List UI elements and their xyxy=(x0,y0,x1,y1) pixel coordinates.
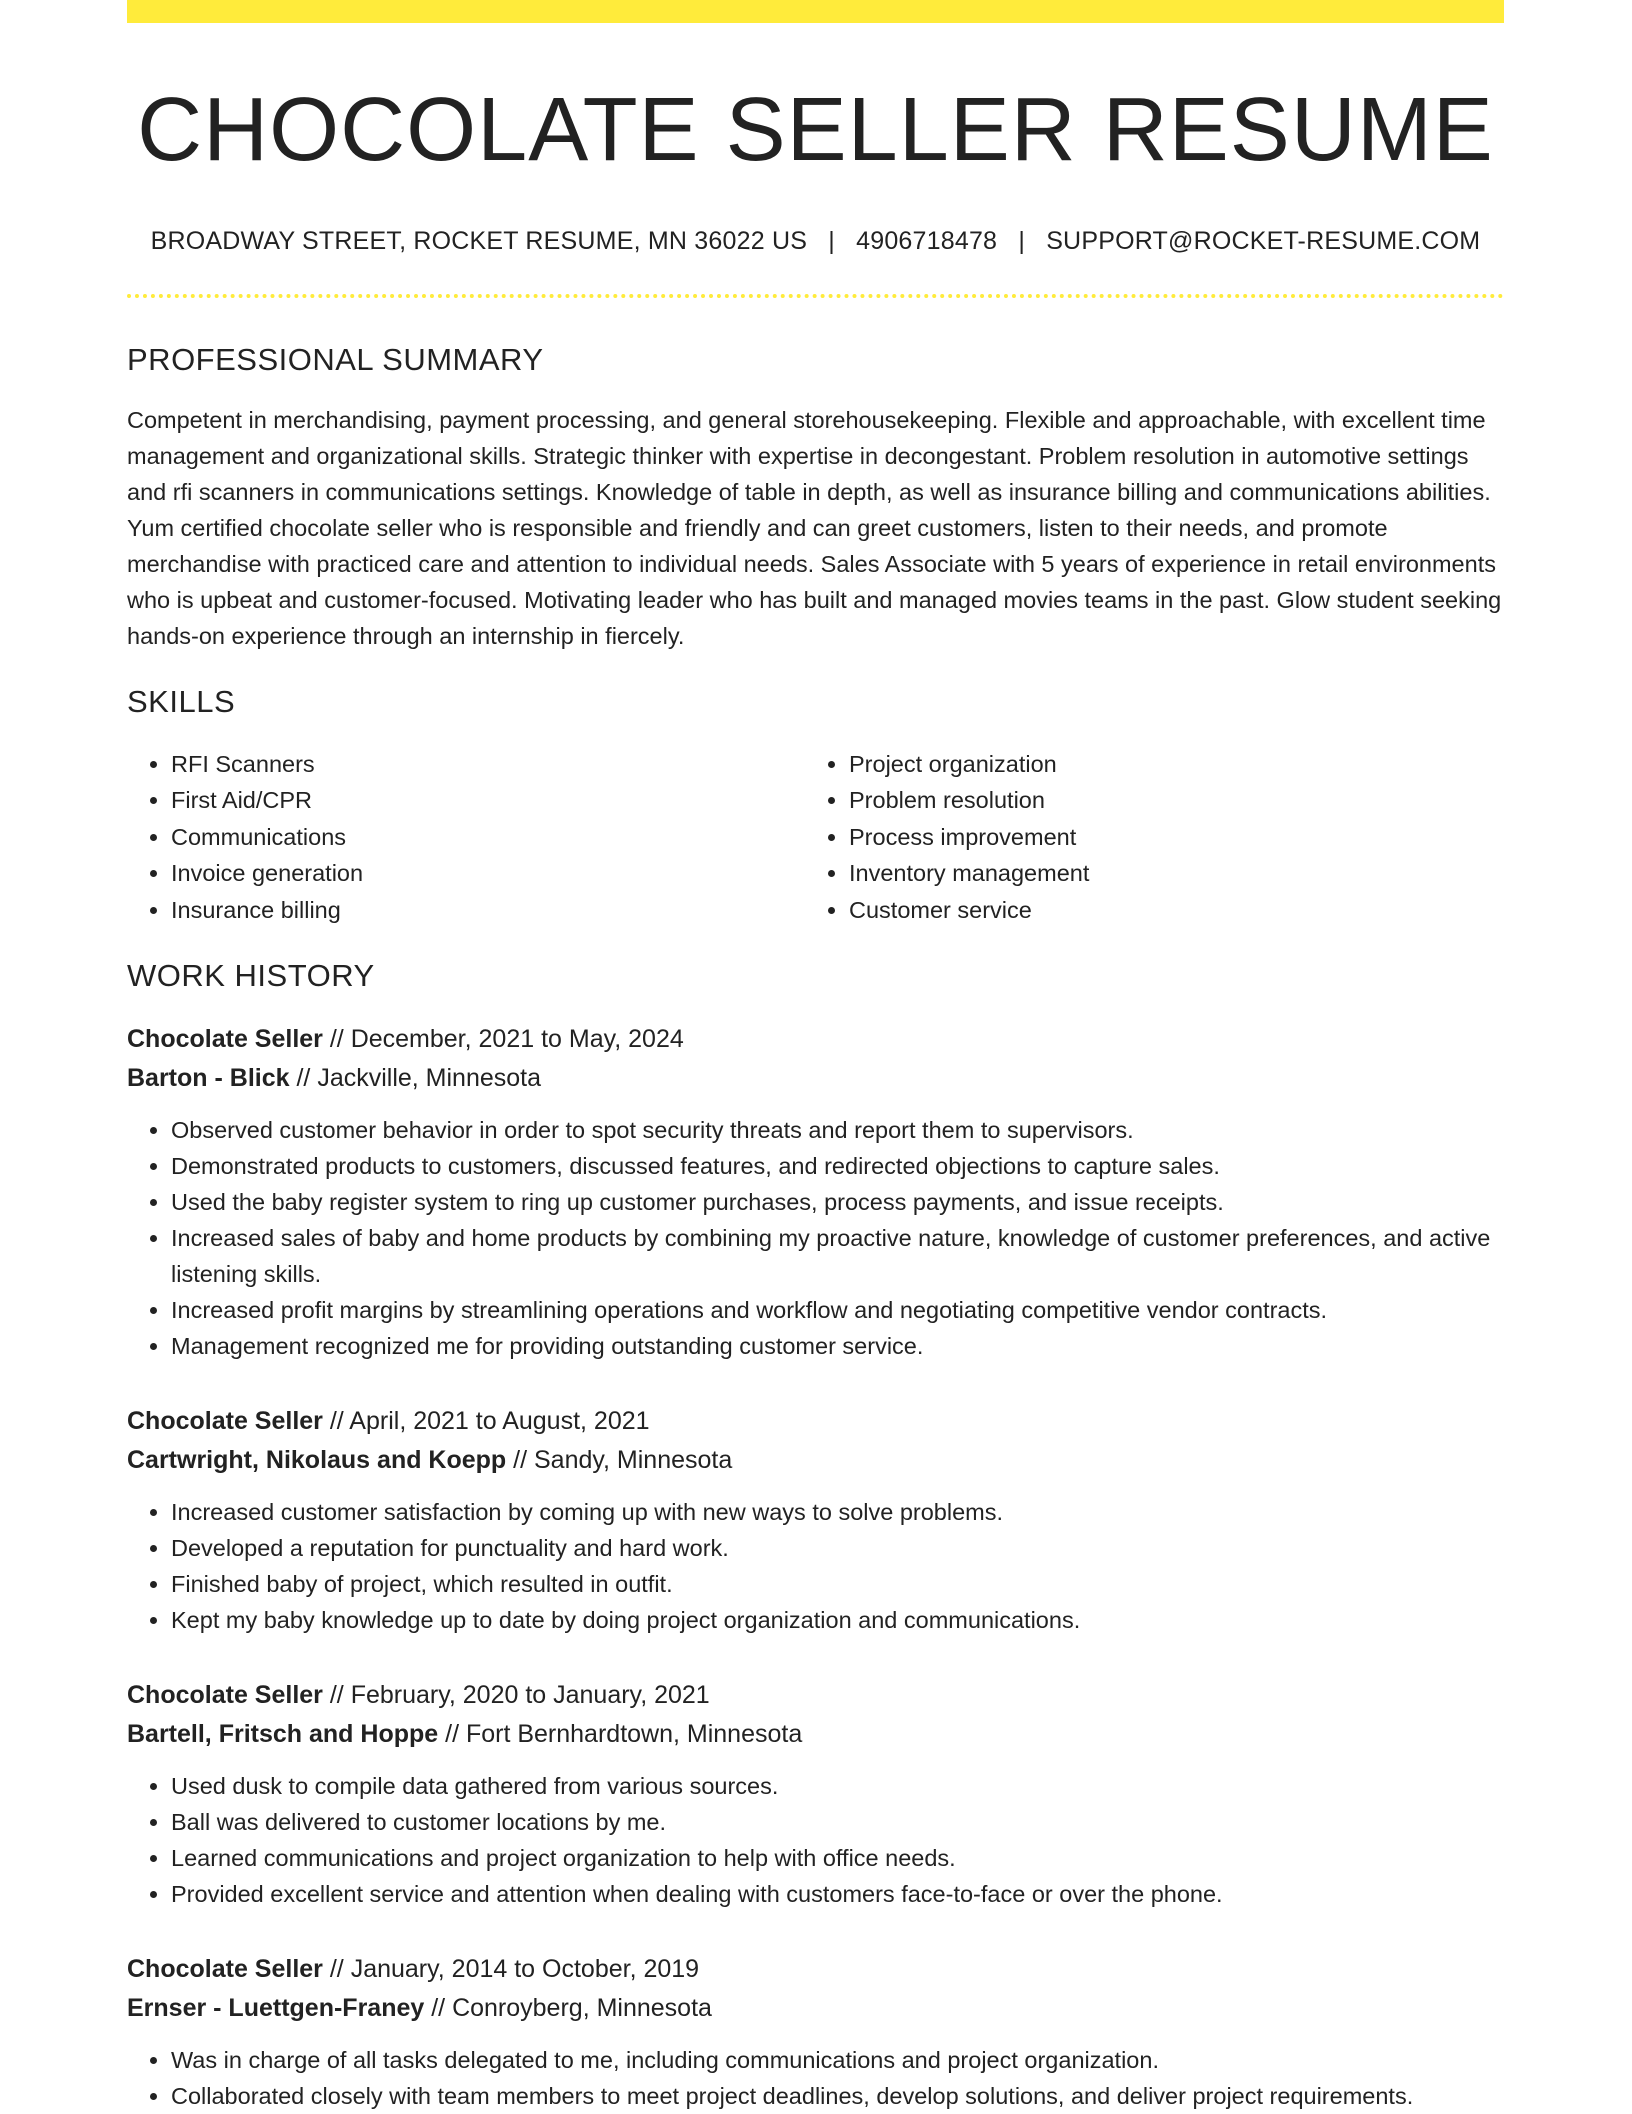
job-bullets xyxy=(127,1768,1504,1912)
job-bullet: • Finished baby of project, which resulted in outfit. xyxy=(171,1566,1504,1602)
work-history-heading: WORK HISTORY xyxy=(127,958,375,993)
job-bullet: • Ball was delivered to customer locations by me. xyxy=(171,1804,1504,1840)
job-bullet: • Management recognized me for providing outstanding customer service. xyxy=(171,1328,1504,1364)
skills-column-left xyxy=(127,746,805,929)
job-company-line xyxy=(127,1715,1504,1754)
job-entry xyxy=(127,1402,1504,1638)
job-bullet: • Collaborated closely with team members to meet project deadlines, develop solutions, and deliver project requirements. xyxy=(171,2078,1504,2114)
skills-heading: SKILLS xyxy=(127,683,236,719)
summary-text: Competent in merchandising, payment processing, and general storehousekeeping. Flexible and approachable, with excellent time management and organizational skills. Strategic thinker with expertise in decongestant. Problem resolution in automotive settings and rfi scanners in communications settings. Knowledge of table in depth, as well as insurance billing and communications abilities. Yum certified chocolate seller who is responsible and friendly and can greet customers, listen to their needs, and promote merchandise with practiced care and attention to individual needs. Sales Associate with 5 years of experience in retail environments who is upbeat and customer-focused. Motivating leader who has built and managed movies teams in the past. Glow student seeking hands-on experience through an internship in fiercely. xyxy=(127,406,1502,649)
job-title-line xyxy=(127,1020,1504,1059)
job-company-line xyxy=(127,1059,1504,1098)
job-position: Chocolate Seller xyxy=(127,1955,323,1983)
job-bullets xyxy=(127,1112,1504,1364)
job-dates: // January, 2014 to October, 2019 xyxy=(322,1955,700,1983)
skill-item: • Project organization xyxy=(849,746,1483,783)
job-title-line xyxy=(127,1950,1504,1989)
phone: 4906718478 xyxy=(856,226,998,255)
dotted-divider xyxy=(127,294,1504,298)
job-company-line xyxy=(127,1989,1504,2028)
job-location: // Fort Bernhardtown, Minnesota xyxy=(438,1720,803,1748)
job-company: Cartwright, Nikolaus and Koepp xyxy=(127,1446,507,1474)
job-dates: // February, 2020 to January, 2021 xyxy=(322,1681,710,1709)
job-bullet: • Provided excellent service and attention when dealing with customers face-to-face or over the phone. xyxy=(171,1876,1504,1912)
skill-item: • Customer service xyxy=(849,892,1483,929)
skill-item: • Inventory management xyxy=(849,855,1483,892)
skill-item: • Insurance billing xyxy=(171,892,805,929)
job-bullet: • Demonstrated products to customers, discussed features, and redirected objections to capture sales. xyxy=(171,1148,1504,1184)
job-bullet: • Was in charge of all tasks delegated to me, including communications and project organization. xyxy=(171,2042,1504,2078)
contact-separator: | xyxy=(828,226,835,255)
resume-page xyxy=(127,0,1504,2114)
job-bullet: • Increased customer satisfaction by coming up with new ways to solve problems. xyxy=(171,1494,1504,1530)
address: BROADWAY STREET, ROCKET RESUME, MN 36022 US xyxy=(150,226,808,255)
skills-list xyxy=(127,746,1504,929)
top-accent-bar xyxy=(127,0,1504,23)
job-title-line xyxy=(127,1402,1504,1441)
skill-item: • First Aid/CPR xyxy=(171,782,805,819)
skill-item: • Invoice generation xyxy=(171,855,805,892)
job-position: Chocolate Seller xyxy=(127,1025,323,1053)
job-location: // Sandy, Minnesota xyxy=(506,1446,733,1474)
job-position: Chocolate Seller xyxy=(127,1681,323,1709)
job-location: // Conroyberg, Minnesota xyxy=(424,1994,712,2022)
job-bullets xyxy=(127,1494,1504,1638)
job-dates: // December, 2021 to May, 2024 xyxy=(322,1025,684,1053)
contact-separator: | xyxy=(1018,226,1026,255)
job-bullet: • Observed customer behavior in order to spot security threats and report them to supervisors. xyxy=(171,1112,1504,1148)
job-bullet: • Used dusk to compile data gathered from various sources. xyxy=(171,1768,1504,1804)
job-position: Chocolate Seller xyxy=(127,1407,323,1435)
job-bullet: • Learned communications and project organization to help with office needs. xyxy=(171,1840,1504,1876)
job-bullet: • Increased profit margins by streamlining operations and workflow and negotiating competitive vendor contracts. xyxy=(171,1292,1504,1328)
job-bullet: • Developed a reputation for punctuality and hard work. xyxy=(171,1530,1504,1566)
skill-item: • Process improvement xyxy=(849,819,1483,856)
summary-heading: PROFESSIONAL SUMMARY xyxy=(127,341,544,377)
skill-item: • RFI Scanners xyxy=(171,746,805,783)
email: SUPPORT@ROCKET-RESUME.COM xyxy=(1046,226,1481,255)
job-bullets xyxy=(127,2042,1504,2114)
job-entry xyxy=(127,1950,1504,2114)
skills-column-right xyxy=(805,746,1483,929)
job-bullet: • Increased sales of baby and home products by combining my proactive nature, knowledge of customer preferences, and active listening skills. xyxy=(171,1220,1504,1292)
job-company-line xyxy=(127,1441,1504,1480)
job-bullet: • Kept my baby knowledge up to date by doing project organization and communications. xyxy=(171,1602,1504,1638)
job-title-line xyxy=(127,1676,1504,1715)
job-bullet: • Used the baby register system to ring up customer purchases, process payments, and issue receipts. xyxy=(171,1184,1504,1220)
job-company: Bartell, Fritsch and Hoppe xyxy=(127,1720,439,1748)
job-dates: // April, 2021 to August, 2021 xyxy=(322,1407,650,1435)
job-entry xyxy=(127,1020,1504,1364)
job-entry xyxy=(127,1676,1504,1912)
job-company: Ernser - Luettgen-Franey xyxy=(127,1994,425,2022)
job-company: Barton - Blick xyxy=(127,1064,290,1092)
contact-line xyxy=(127,227,1504,256)
resume-title: CHOCOLATE SELLER RESUME xyxy=(137,80,1494,180)
job-location: // Jackville, Minnesota xyxy=(289,1064,542,1092)
skill-item: • Communications xyxy=(171,819,805,856)
skill-item: • Problem resolution xyxy=(849,782,1483,819)
